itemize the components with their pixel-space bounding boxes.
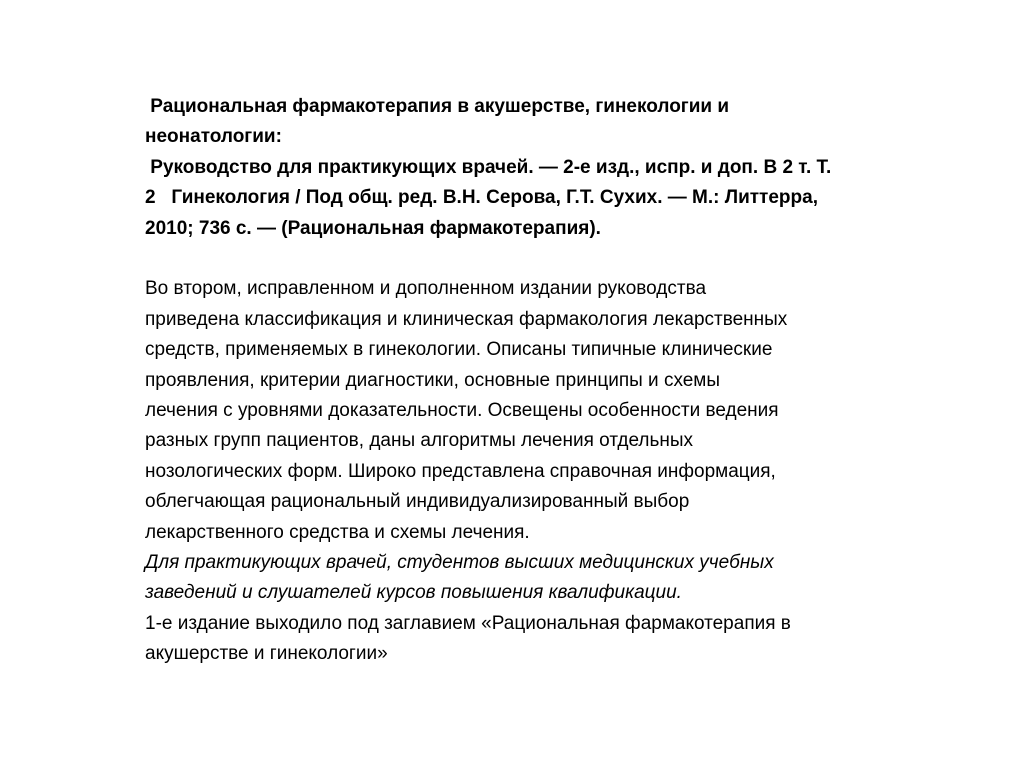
audience-line: заведений и слушателей курсов повышения квалификации. bbox=[145, 582, 682, 604]
description-line: приведена классификация и клиническая фармакология лекарственных bbox=[145, 308, 788, 330]
description-line: средств, применяемых в гинекологии. Описаны типичные клинические bbox=[145, 339, 773, 361]
audience-line: Для практикующих врачей, студентов высших медицинских учебных bbox=[145, 552, 774, 574]
title-line: 2010; 736 с. — (Рациональная фармакотерапия). bbox=[145, 217, 601, 239]
paragraph-spacer bbox=[145, 244, 965, 274]
description-line: лечения с уровнями доказательности. Освещены особенности ведения bbox=[145, 400, 779, 422]
description-line: лекарственного средства и схемы лечения. bbox=[145, 521, 530, 543]
edition-note-line: акушерстве и гинекологии» bbox=[145, 643, 388, 665]
title-line: Руководство для практикующих врачей. — 2-е изд., испр. и доп. В 2 т. Т. bbox=[145, 156, 832, 178]
title-line: 2 Гинекология / Под общ. ред. В.Н. Серова, Г.Т. Сухих. — М.: Литтерра, bbox=[145, 187, 818, 209]
title-line: неонатологии: bbox=[145, 126, 282, 148]
description-line: проявления, критерии диагностики, основные принципы и схемы bbox=[145, 369, 721, 391]
title-line: Рациональная фармакотерапия в акушерстве, гинекологии и bbox=[145, 96, 730, 117]
edition-note-line: 1-е издание выходило под заглавием «Рациональная фармакотерапия в bbox=[145, 612, 791, 634]
description-line: облегчающая рациональный индивидуализированный выбор bbox=[145, 491, 690, 513]
description-line: нозологических форм. Широко представлена справочная информация, bbox=[145, 460, 776, 482]
edition-note-paragraph bbox=[145, 609, 965, 670]
description-paragraph bbox=[145, 274, 965, 548]
bibliographic-header bbox=[145, 92, 965, 244]
description-line: разных групп пациентов, даны алгоритмы лечения отдельных bbox=[145, 430, 694, 452]
description-line: Во втором, исправленном и дополненном издании руководства bbox=[145, 278, 707, 300]
book-annotation bbox=[145, 92, 965, 670]
audience-paragraph bbox=[145, 548, 965, 609]
